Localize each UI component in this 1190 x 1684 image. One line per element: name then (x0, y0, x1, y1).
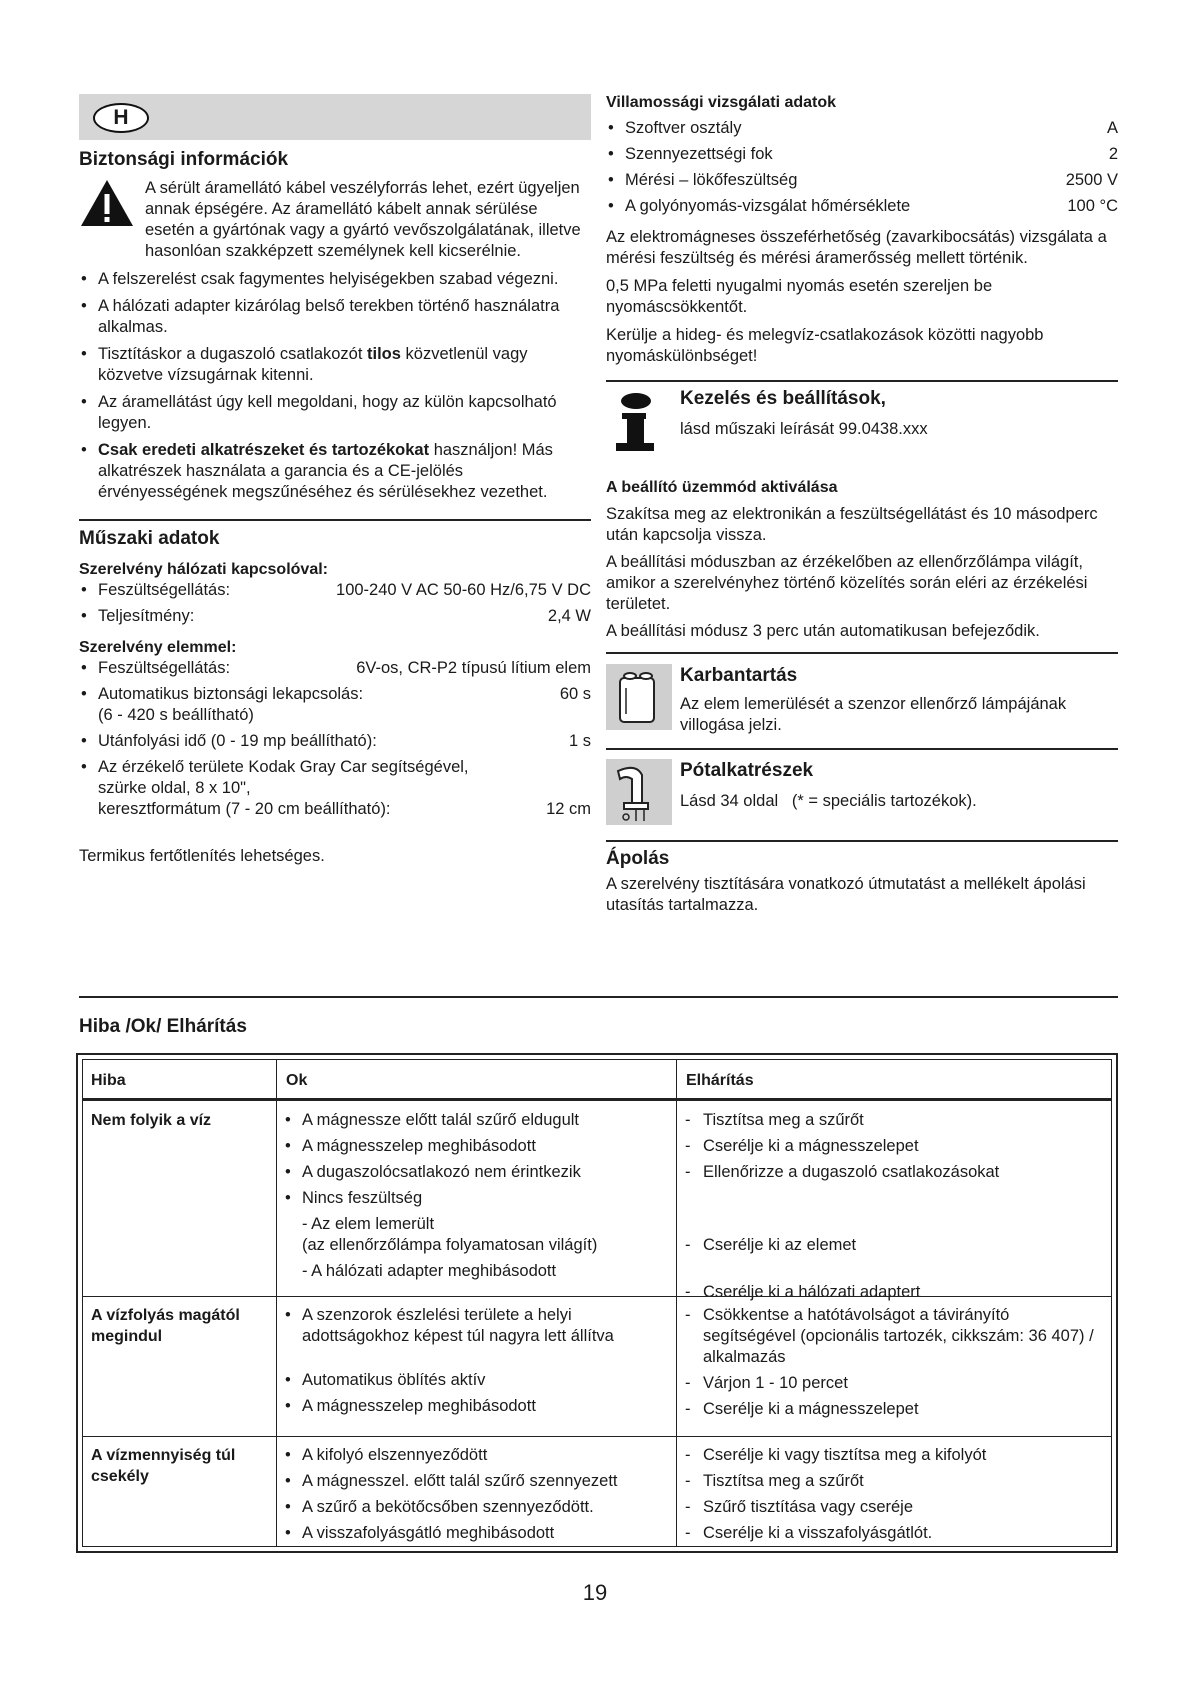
divider (606, 748, 1118, 750)
battery-icon (606, 664, 672, 730)
safety-title: Biztonsági információk (79, 149, 289, 170)
remedy-item: - Szűrő tisztítása vagy cseréje (681, 1497, 1101, 1518)
warning-text: A sérült áramellátó kábel veszélyforrás lehet, ezért ügyeljen annak épségére. Az áramellátó kábelt annak sérülése esetén a gyártónak vagy a gyártó vevőszolgálatának, illetve hasonlóan szakképzett személynek kell kicserélnie. (145, 179, 581, 260)
fault-label: A vízfolyás magától megindul (91, 1307, 240, 1345)
electrical-title: Villamossági vizsgálati adatok (606, 94, 837, 111)
divider (606, 380, 1118, 382)
operation-text: lásd műszaki leírását 99.0438.xxx (680, 420, 928, 438)
electrical-row (606, 118, 1118, 139)
row-divider (83, 1296, 1111, 1297)
language-bar (79, 94, 591, 140)
electrical-label: • A golyónyomás-vizsgálat hőmérséklete (625, 197, 911, 215)
safety-item: • Az áramellátást úgy kell megoldani, hogy az külön kapcsolható legyen. (79, 392, 591, 434)
cause-subitem-text: - Az elem lemerült (302, 1215, 435, 1233)
electrical-label: • Mérési – lökőfeszültség (625, 171, 798, 189)
tech-value: 2,4 W (547, 607, 591, 625)
header-divider (83, 1098, 1111, 1101)
tech-value: 1 s (568, 732, 591, 750)
fault-label: Nem folyik a víz (91, 1112, 212, 1129)
troubleshooting-table (76, 1053, 1118, 1553)
row-divider (83, 1436, 1111, 1437)
electrical-list (606, 118, 1118, 217)
safety-item-bold: Csak eredeti alkatrészeket és tartozékokat (98, 441, 430, 459)
cause-item: • A visszafolyásgátló meghibásodott (283, 1523, 673, 1544)
electrical-value: 2500 V (1065, 171, 1118, 189)
cause-subitem (283, 1214, 673, 1256)
header-fault: Hiba (91, 1072, 126, 1089)
cause-item: • A szűrő a bekötőcsőben szennyeződött. (283, 1497, 673, 1518)
remedy-item: - Cserélje ki az elemet (681, 1235, 1101, 1256)
tech-row (79, 580, 591, 601)
tech-row (79, 658, 591, 679)
cause-item: • A mágnesszel. előtt talál szűrő szennyezett (283, 1471, 673, 1492)
cause-item: • A kifolyó elszennyeződött (283, 1445, 673, 1466)
safety-item-text: használjon! Más alkatrészek használata a garancia és a CE-jelölés érvényességének megszűnéséhez és sérülésekhez vezethet. (98, 441, 553, 501)
tech-label: • Feszültségellátás: (98, 581, 231, 599)
remedy-item: - Tisztítsa meg a szűrőt (681, 1110, 1101, 1131)
thermal-note: Termikus fertőtlenítés lehetséges. (79, 847, 325, 865)
cause-item: • Nincs feszültség (283, 1188, 673, 1209)
spares-text: Lásd 34 oldal (* = speciális tartozékok). (680, 792, 977, 810)
tech-label: • Utánfolyási idő (0 - 19 mp beállítható): (98, 732, 377, 750)
tech-sub-mains: Szerelvény hálózati kapcsolóval: (79, 561, 328, 578)
tech-row (79, 684, 591, 726)
header-remedy: Elhárítás (686, 1072, 754, 1089)
cause-item: • A mágnesszelep meghibásodott (283, 1136, 673, 1157)
safety-item-text: közvetlenül vagy közvetve vízsugárnak kitenni. (98, 345, 528, 384)
cause-item: • Automatikus öblítés aktív (283, 1370, 673, 1391)
info-icon (606, 387, 672, 459)
cause-subitem: - A hálózati adapter meghibásodott (302, 1262, 557, 1280)
electrical-row (606, 196, 1118, 217)
safety-item-bold: tilos (367, 345, 401, 363)
tech-label: • Feszültségellátás: (98, 659, 231, 677)
emc-text: Az elektromágneses összeférhetőség (zavarkibocsátás) vizsgálata a mérési feszültség és mérési áramerősség mellett történik. (606, 228, 1107, 267)
pressure-text: 0,5 MPa feletti nyugalmi nyomás esetén szereljen be nyomáscsökkentőt. (606, 277, 993, 316)
tech-battery-list (79, 658, 591, 820)
language-badge: H (93, 103, 149, 133)
remedy-item: - Cserélje ki vagy tisztítsa meg a kifolyót (681, 1445, 1101, 1466)
header-cause: Ok (286, 1072, 308, 1089)
remedy-item: - Tisztítsa meg a szűrőt (681, 1471, 1101, 1492)
tech-row (79, 606, 591, 627)
electrical-label: • Szennyezettségi fok (625, 145, 773, 163)
electrical-row (606, 144, 1118, 165)
tech-label: szürke oldal, 8 x 10", (98, 779, 251, 797)
maintenance-text: Az elem lemerülését a szenzor ellenőrző lámpájának villogása jelzi. (680, 695, 1067, 734)
cause-item: • A szenzorok észlelési területe a helyi adottságokhoz képest túl nagyra lett állítva (283, 1305, 673, 1347)
remedy-list (681, 1445, 1101, 1544)
safety-warning (79, 178, 591, 262)
remedy-item: - Ellenőrizze a dugaszoló csatlakozásokat (681, 1162, 1101, 1183)
setup-text: A beállítási móduszban az érzékelőben az ellenőrzőlámpa világít, amikor a szerelvényhez történő közelítés során eléri az érzékelési területet. (606, 553, 1088, 613)
tech-sub-battery: Szerelvény elemmel: (79, 639, 237, 656)
electrical-value: 100 °C (1067, 197, 1118, 215)
troubleshooting-title: Hiba /Ok/ Elhárítás (79, 1016, 247, 1037)
tech-value: 100-240 V AC 50-60 Hz/6,75 V DC (336, 581, 591, 599)
cause-list (283, 1305, 673, 1417)
remedy-item: - Várjon 1 - 10 percet (681, 1373, 1101, 1394)
divider (606, 840, 1118, 842)
remedy-list (681, 1110, 1101, 1303)
electrical-value: 2 (1108, 145, 1118, 163)
divider (606, 652, 1118, 654)
electrical-value: A (1106, 119, 1118, 137)
table-inner (82, 1059, 1112, 1547)
safety-item: • A hálózati adapter kizárólag belső terekben történő használatra alkalmas. (79, 296, 591, 338)
operation-section (606, 387, 1118, 459)
care-text: A szerelvény tisztítására vonatkozó útmutatást a mellékelt ápolási utasítás tartalmazza. (606, 875, 1086, 914)
warning-icon (79, 178, 145, 262)
left-column (79, 92, 591, 867)
cause-item: • A mágnessze előtt talál szűrő eldugult (283, 1110, 673, 1131)
electrical-label: • Szoftver osztály (625, 119, 742, 137)
remedy-item: - Cserélje ki a hálózati adaptert (681, 1282, 1101, 1303)
remedy-item: - Cserélje ki a visszafolyásgátlót. (681, 1523, 1101, 1544)
tech-label: • Automatikus biztonsági lekapcsolás: (98, 685, 364, 703)
tech-label: • Az érzékelő területe Kodak Gray Car segítségével, (98, 758, 469, 776)
remedy-list (681, 1305, 1101, 1420)
cause-item: • A mágnesszelep meghibásodott (283, 1396, 673, 1417)
cause-item: • A dugaszolócsatlakozó nem érintkezik (283, 1162, 673, 1183)
tech-mains-list (79, 580, 591, 627)
electrical-row (606, 170, 1118, 191)
page-number: 19 (582, 1580, 608, 1605)
safety-item (79, 344, 591, 386)
spares-title: Pótalkatrészek (680, 760, 814, 781)
operation-title: Kezelés és beállítások, (680, 388, 886, 409)
remedy-item: - Cserélje ki a mágnesszelepet (681, 1136, 1101, 1157)
faucet-icon (606, 759, 672, 825)
spares-section (606, 759, 1118, 825)
maintenance-title: Karbantartás (680, 665, 798, 686)
tech-row (79, 757, 591, 820)
tech-title: Műszaki adatok (79, 528, 220, 549)
cause-subitem-text: (az ellenőrzőlámpa folyamatosan világít) (302, 1236, 598, 1254)
care-title: Ápolás (606, 848, 670, 869)
setup-text: A beállítási módusz 3 perc után automatikusan befejeződik. (606, 622, 1040, 640)
right-column (606, 92, 1118, 916)
tech-label: • Teljesítmény: (98, 607, 195, 625)
tech-value: 12 cm (546, 800, 591, 818)
divider (79, 996, 1118, 998)
setup-text: Szakítsa meg az elektronikán a feszültségellátást és 10 másodperc után kapcsolja vissza. (606, 505, 1098, 544)
cause-list (283, 1445, 673, 1544)
safety-item (79, 440, 591, 503)
safety-list (79, 269, 591, 503)
tech-note: (6 - 420 s beállítható) (98, 706, 254, 724)
tech-row (79, 731, 591, 752)
tech-label: keresztformátum (7 - 20 cm beállítható): (98, 800, 391, 818)
tech-value: 6V-os, CR-P2 típusú lítium elem (356, 659, 591, 677)
safety-item: • A felszerelést csak fagymentes helyiségekben szabad végezni. (79, 269, 591, 290)
remedy-item: - Cserélje ki a mágnesszelepet (681, 1399, 1101, 1420)
divider (79, 519, 591, 521)
safety-item-text: Tisztításkor a dugaszoló csatlakozót (98, 345, 368, 363)
remedy-item: - Csökkentse a hatótávolságot a távirányító segítségével (opcionális tartozék, cikkszám: 36 407) / alkalmazás (681, 1305, 1101, 1368)
fault-label: A vízmennyiség túl csekély (91, 1447, 236, 1485)
pressure-diff-text: Kerülje a hideg- és melegvíz-csatlakozások közötti nagyobb nyomáskülönbséget! (606, 326, 1044, 365)
cause-list (283, 1110, 673, 1209)
setup-mode-title: A beállító üzemmód aktiválása (606, 479, 838, 496)
maintenance-section (606, 664, 1118, 736)
tech-value: 60 s (559, 685, 591, 703)
